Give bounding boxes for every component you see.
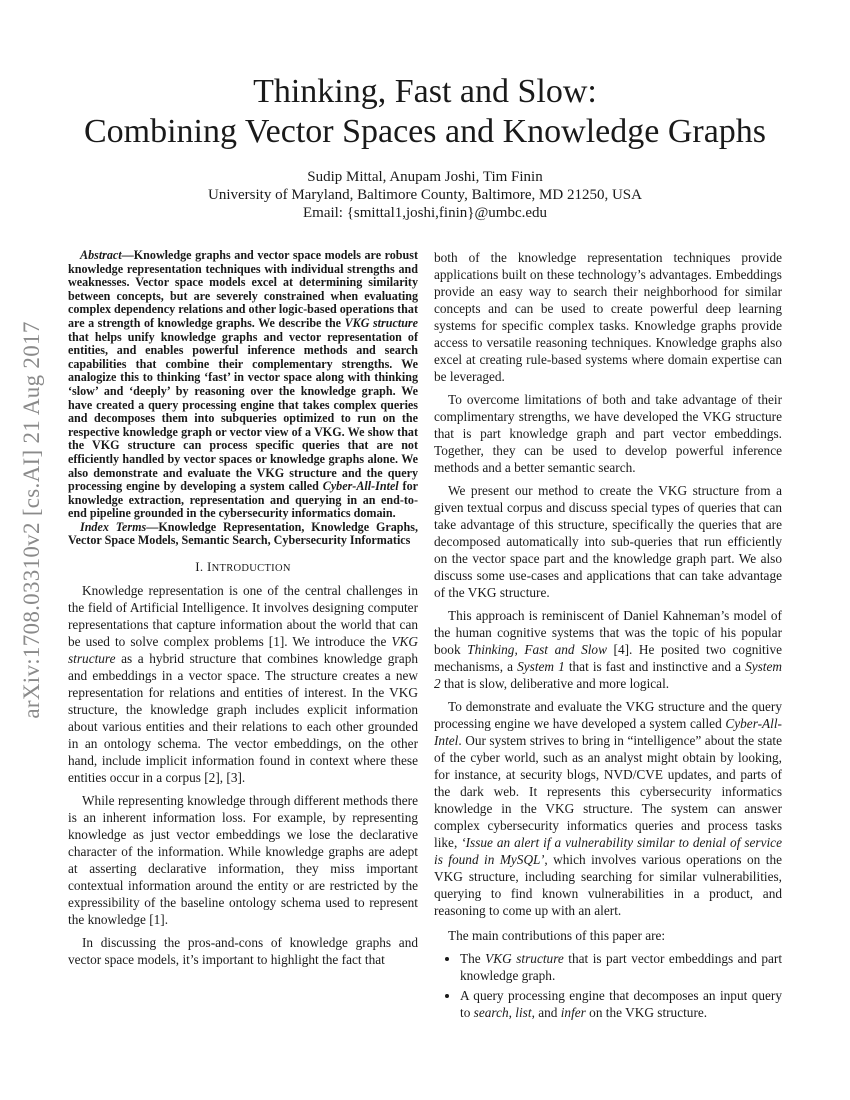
index-terms [68, 521, 418, 548]
intro-paragraph-3: In discussing the pros-and-cons of knowledge graphs and vector space models, it’s important to highlight the fact that [68, 935, 418, 968]
right-p4-text-b: . Our system strives to bring in “intelligence” about the state of the cyber world, such as an analyst might obtain by looking, for instance, at security blogs, NVD/CVE updates, and parts of the dark web. It represents this cybersecurity informatics knowledge in the VKG structure. The system can answer complex cybersecurity informatics queries and process tasks like, [434, 733, 782, 850]
author-block [60, 168, 790, 222]
abstract [68, 249, 418, 521]
intro-p1-em: VKG structure [68, 634, 418, 667]
contributions-intro: The main contributions of this paper are: [448, 928, 666, 943]
contrib-2-text-a: A query processing engine that decomposes an input query to [460, 988, 782, 1020]
author-email: Email: {smittal1,joshi,finin}@umbc.edu [302, 205, 548, 221]
index-terms-lead: Index Terms [80, 519, 147, 534]
paper-title [60, 72, 790, 152]
intro-paragraph-1 [68, 582, 418, 786]
right-paragraph-3 [434, 607, 782, 692]
abstract-em-2: Cyber-All-Intel [322, 479, 399, 494]
abstract-text-1: —Knowledge graphs and vector space models are robust knowledge representation techniques with individual strengths and weaknesses. Vector space models excel at determining similarity between concepts, but are severely constrained when evaluating complex dependency relations and other logic-based operations that are a strength of knowledge graphs. We describe the [68, 248, 418, 330]
list-item [460, 950, 782, 984]
arxiv-stamp [2, 300, 62, 740]
arxiv-identifier: arXiv:1708.03310v2 [cs.AI] 21 Aug 2017 [19, 321, 44, 719]
intro-p1-text-a: Knowledge representation is one of the central challenges in the field of Artificial Intelligence. It involves designing computer representations that capture information about the world that can be used to solve complex problems [1]. We introduce the [68, 583, 418, 650]
right-p3-text-b: [4]. He posited two cognitive mechanisms, a [434, 642, 782, 674]
right-p4-text-a: To demonstrate and evaluate the VKG structure and the query processing engine we have developed a system called [434, 699, 782, 731]
right-p3-text-c: that is fast and instinctive and a [564, 659, 746, 674]
abstract-lead: Abstract [80, 248, 122, 262]
right-p3-em-2: System 1 [517, 659, 565, 674]
right-paragraph-4 [434, 698, 782, 919]
right-p4-em-2: ‘Issue an alert if a vulnerability similar to denial of service is found in MySQL’ [434, 835, 782, 867]
list-item [460, 987, 782, 1021]
section-title-rest: NTRODUCTION [211, 563, 291, 575]
right-p4-text-c: , which involves various operations on the VKG structure, including searching for similar vulnerabilities, querying to find known vulnerabilities in a product, and reasoning to come up with an alert. [434, 852, 782, 918]
contrib-2-sep-2: , and [531, 1005, 561, 1020]
right-paragraph-2: We present our method to create the VKG structure from a given textual corpus and discuss special types of queries that can take advantage of this structure, specifically the queries that are decomposed automatically into sub-queries that run efficiently on the vector space part and the knowledge graph part. We also discuss some use-cases and applications that can take advantage of the VKG structure. [434, 483, 782, 600]
contributions-list [434, 950, 782, 1021]
contrib-1-text-b: that is part vector embeddings and part knowledge graph. [460, 951, 783, 983]
right-paragraph-continued: both of the knowledge representation techniques provide applications built on these technology’s advantages. Embeddings provide an easy way to search their neighborhood for similar concepts and can be used to create powerful deep learning systems for specific complex tasks. Knowledge graphs provide access to versatile reasoning techniques. Knowledge graphs also excel at creating rule-based systems where domain expertise can be leveraged. [434, 250, 782, 384]
section-number: I. [195, 559, 207, 575]
contrib-2-math-infer: infer [560, 1005, 586, 1020]
intro-p1-text-b: as a hybrid structure that combines knowledge graph and embeddings in a vector space. The structure creates a new representation for relations and entities of interest. In the VKG structure, the knowledge graph includes explicit information about various entities and their relations to each other grounded in an ontology schema. The vector embeddings, on the other hand, include implicit information found in context where these entities occur in a corpus [2], [3]. [68, 651, 418, 786]
title-line-1: Thinking, Fast and Slow: [253, 73, 597, 110]
contrib-2-sep-1: , [508, 1005, 516, 1020]
contrib-1-text-a: The [460, 951, 486, 966]
contrib-2-text-b: on the VKG structure. [585, 1005, 708, 1020]
right-p3-text-a: This approach is reminiscent of Daniel Kahneman’s model of the human cognitive systems that was the topic of his popular book [434, 608, 782, 657]
left-column [68, 249, 418, 974]
title-line-2: Combining Vector Spaces and Knowledge Graphs [83, 113, 767, 150]
section-heading-introduction [68, 558, 418, 577]
author-affiliation: University of Maryland, Baltimore County, Baltimore, MD 21250, USA [208, 187, 642, 203]
contrib-2-math-search: search [473, 1005, 509, 1020]
abstract-text-3: for knowledge extraction, representation and querying in an end-to-end pipeline grounded in the cybersecurity informatics domain. [68, 479, 418, 521]
right-paragraph-1: To overcome limitations of both and take advantage of their complimentary strengths, we have developed the VKG structure that is part knowledge graph and part vector embeddings. Together, they can be used to develop powerful inference methods and a better semantic search. [434, 392, 782, 475]
section-title-initial: I [206, 559, 212, 575]
right-column [434, 249, 782, 1024]
right-p4-em-1: Cyber-All-Intel [434, 716, 782, 748]
right-p3-em-3: System 2 [434, 659, 782, 691]
contrib-2-math-list: list [515, 1005, 532, 1020]
abstract-text-2: that helps unify knowledge graphs and vector representation of entities, and enables powerful inference methods and search capabilities that combine their complementary strengths. We analogize this to thinking ‘fast’ in vector space along with thinking ‘slow’ and ‘deeply’ by reasoning over the knowledge graph. We have created a query processing engine that takes complex queries and decomposes them into subqueries optimized to run on the respective knowledge graph or vector view of a VKG. We show that the VKG structure can process specific queries that are not efficiently handled by vector spaces or knowledge graphs alone. We also demonstrate and evaluate the VKG structure and the query processing engine by developing a system called [68, 329, 418, 494]
right-p3-text-d: that is slow, deliberative and more logical. [440, 676, 670, 691]
right-p3-em-1: Thinking, Fast and Slow [467, 642, 607, 657]
contrib-1-em: VKG structure [485, 951, 564, 966]
author-names: Sudip Mittal, Anupam Joshi, Tim Finin [307, 169, 543, 185]
index-terms-text: —Knowledge Representation, Knowledge Graphs, Vector Space Models, Semantic Search, Cybersecurity Informatics [68, 519, 418, 548]
intro-paragraph-2: While representing knowledge through different methods there is an inherent information loss. For example, by representing knowledge as just vector embeddings we lose the declarative character of the information. While knowledge graphs are adept at asserting declarative information, they miss important contextual information around the entity or are restricted by the expressibility of the baseline ontology schema used to represent the knowledge [1]. [68, 793, 418, 928]
abstract-em-1: VKG structure [344, 315, 418, 330]
